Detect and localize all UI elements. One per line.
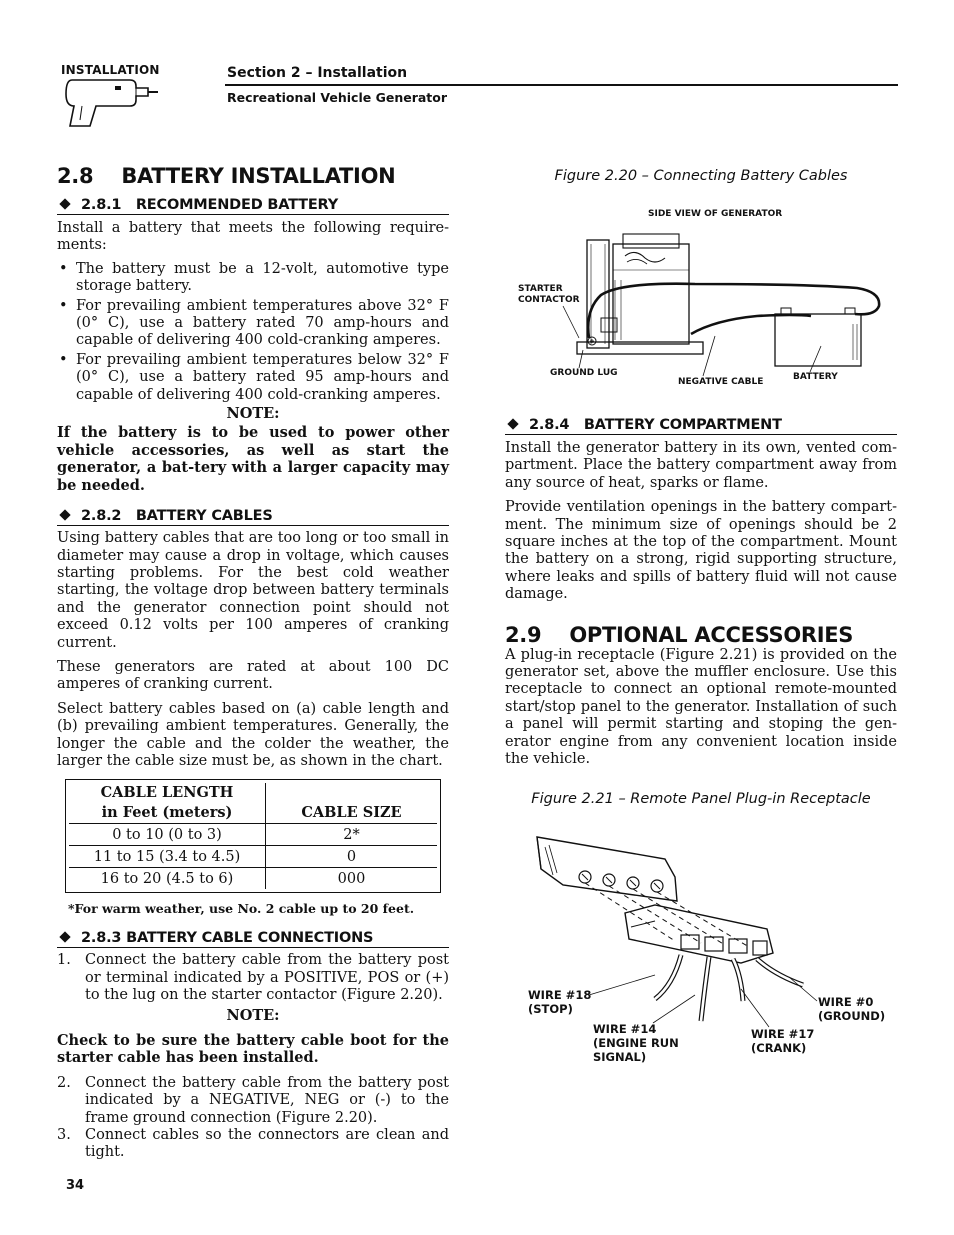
diamond-icon bbox=[507, 418, 518, 429]
battery-requirements-list bbox=[57, 261, 449, 404]
cable-connection-steps-continued bbox=[57, 1075, 449, 1162]
wire-17-label: WIRE #17 (CRANK) bbox=[751, 1027, 815, 1055]
table-row bbox=[69, 868, 437, 890]
header-rule bbox=[225, 84, 898, 86]
diamond-icon bbox=[59, 198, 70, 209]
table-cell: 0 to 10 (0 to 3) bbox=[69, 824, 266, 846]
header-subtitle: Recreational Vehicle Generator bbox=[227, 90, 448, 105]
wire-18-label: WIRE #18 (STOP) bbox=[528, 988, 592, 1016]
figure-2-20 bbox=[505, 200, 897, 400]
note-larger-battery: If the battery is to be used to power other vehicle accessories, as well as start the generator, a bat-tery with a larger capacity may be needed. bbox=[57, 424, 449, 494]
section-2-8-heading: 2.8 BATTERY INSTALLATION bbox=[57, 164, 396, 188]
list-item: 2. Connect the battery cable from the battery post indicated by a NEGATIVE, NEG or (-) to the frame ground connection (Figure 2.20). bbox=[57, 1074, 449, 1126]
table-row bbox=[69, 824, 437, 846]
battery-compartment-paragraph-1: Install the generator battery in its own, vented com-partment. Place the battery compartment away from any source of heat, sparks or flame. bbox=[505, 440, 897, 491]
note-label: NOTE: bbox=[226, 405, 280, 423]
wire-0-label: WIRE #0 (GROUND) bbox=[818, 995, 886, 1023]
left-column bbox=[57, 164, 449, 1162]
installation-badge: INSTALLATION bbox=[61, 63, 160, 77]
wire-14-label: WIRE #14 (ENGINE RUN SIGNAL) bbox=[593, 1022, 679, 1064]
battery-cables-paragraph-3: Select battery cables based on (a) cable length and (b) prevailing ambient temperatures. Generally, the longer the cable and the colder the weather, the larger the cable size must be, as shown in the chart. bbox=[57, 700, 449, 769]
table-cell: 11 to 15 (3.4 to 4.5) bbox=[69, 846, 266, 868]
heading-2-8-1: 2.8.1 RECOMMENDED BATTERY bbox=[57, 197, 449, 215]
right-column-text bbox=[505, 417, 897, 807]
figure-2-21-caption: Figure 2.21 – Remote Panel Plug-in Receptacle bbox=[531, 790, 871, 807]
note-label: NOTE: bbox=[226, 1006, 280, 1024]
cable-connection-steps bbox=[57, 952, 449, 1004]
table-cell: 0 bbox=[266, 846, 438, 868]
drill-icon bbox=[60, 76, 160, 130]
table-cell: 000 bbox=[266, 868, 438, 890]
battery-compartment-paragraph-2: Provide ventilation openings in the battery compart-ment. The minimum size of openings should be 2 square inches at the top of the compartment. Mount the battery on a strong, rigid supporting structure, where leaks and spills of battery fluid will not cause damage. bbox=[505, 499, 897, 603]
ground-lug-label: GROUND LUG bbox=[550, 368, 618, 378]
battery-label: BATTERY bbox=[793, 372, 838, 382]
figure-2-21 bbox=[505, 825, 897, 1075]
table-footnote: *For warm weather, use No. 2 cable up to 20 feet. bbox=[68, 901, 415, 917]
recommended-battery-intro: Install a battery that meets the following require-ments: bbox=[57, 220, 449, 254]
plug-receptacle-diagram bbox=[505, 825, 897, 1075]
list-item: 3. Connect cables so the connectors are clean and tight. bbox=[57, 1127, 449, 1161]
list-item: 1. Connect the battery cable from the battery post or terminal indicated by a POSITIVE, POS or (+) to the lug on the starter contactor (Figure 2.20). bbox=[57, 952, 449, 1004]
battery-cables-paragraph-2: These generators are rated at about 100 DC amperes of cranking current. bbox=[57, 658, 449, 693]
list-item: • The battery must be a 12-volt, automotive type storage battery. bbox=[57, 261, 449, 296]
heading-2-8-2: 2.8.2 BATTERY CABLES bbox=[57, 508, 449, 526]
column-header-length-unit: in Feet (meters) bbox=[101, 804, 233, 822]
table-cell: 2* bbox=[266, 824, 438, 846]
page-number: 34 bbox=[66, 1178, 85, 1193]
table-row bbox=[69, 846, 437, 868]
negative-cable-label: NEGATIVE CABLE bbox=[678, 377, 764, 387]
list-item: • For prevailing ambient temperatures below 32° F (0° C), use a battery rated 95 amp-hours and capable of delivering 400 cold-cranking amperes. bbox=[57, 352, 449, 404]
header bbox=[0, 0, 954, 130]
heading-2-8-4: 2.8.4 BATTERY COMPARTMENT bbox=[505, 417, 897, 435]
section-title: Section 2 – Installation bbox=[227, 65, 408, 81]
note-cable-boot: Check to be sure the battery cable boot for the starter cable has been installed. bbox=[57, 1032, 449, 1067]
starter-contactor-label: STARTER CONTACTOR bbox=[518, 284, 580, 305]
diamond-icon bbox=[59, 509, 70, 520]
side-view-label: SIDE VIEW OF GENERATOR bbox=[648, 209, 783, 219]
optional-accessories-paragraph: A plug-in receptacle (Figure 2.21) is provided on the generator set, above the muffler enclosure. Use this receptacle to connect an optional remote-mounted start/stop panel to the generator. Installation of such a panel will permit starting and stoping the gen-erator engine from any convenient location inside the vehicle. bbox=[505, 646, 897, 768]
cable-size-table bbox=[65, 779, 441, 893]
list-item: • For prevailing ambient temperatures above 32° F (0° C), use a battery rated 70 amp-hours and capable of delivering 400 cold-cranking amperes. bbox=[57, 298, 449, 350]
diamond-icon bbox=[59, 932, 70, 943]
figure-2-20-caption: Figure 2.20 – Connecting Battery Cables bbox=[554, 168, 848, 184]
column-header-size: CABLE SIZE bbox=[301, 804, 402, 822]
heading-2-8-3: 2.8.3 BATTERY CABLE CONNECTIONS bbox=[57, 930, 449, 948]
section-2-9-heading: 2.9 OPTIONAL ACCESSORIES bbox=[505, 622, 854, 647]
column-header-length: CABLE LENGTH bbox=[100, 784, 234, 802]
table-cell: 16 to 20 (4.5 to 6) bbox=[69, 868, 266, 890]
battery-cables-paragraph-1: Using battery cables that are too long or too small in diameter may cause a drop in voltage, which causes starting problems. For the best cold weather starting, the voltage drop between battery terminals and the generator connection point should not exceed 0.12 volts per 100 amperes of cranking current. bbox=[57, 530, 449, 651]
